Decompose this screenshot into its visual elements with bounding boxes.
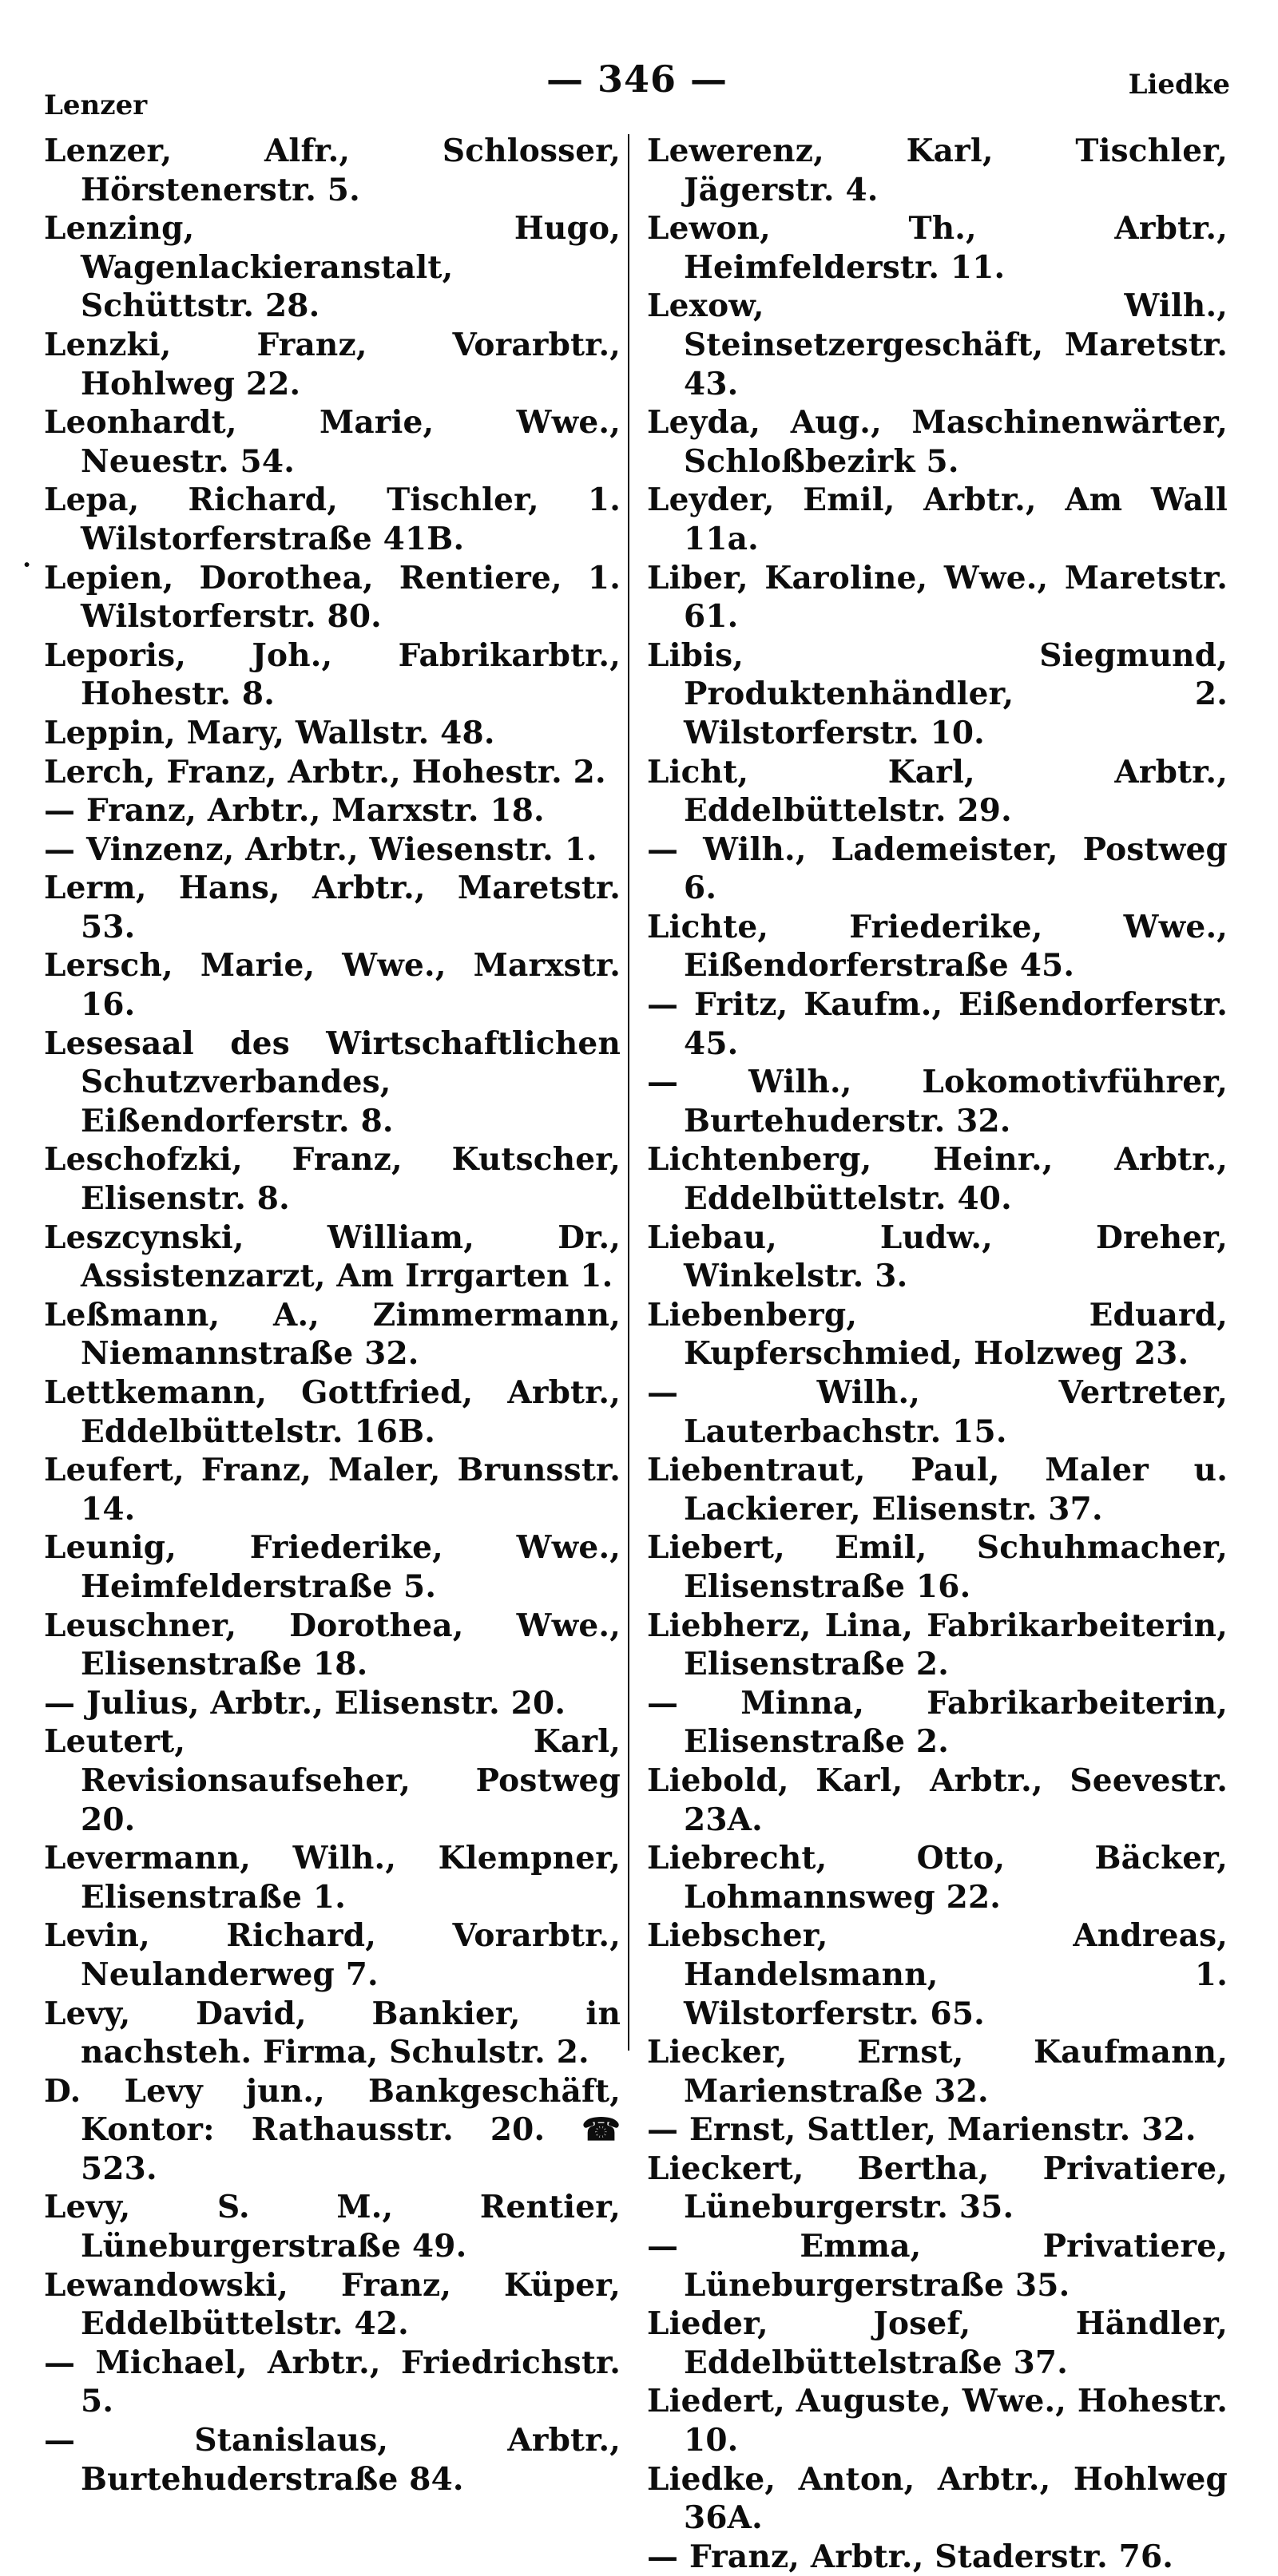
directory-entry: — Julius, Arbtr., Elisenstr. 20. [44, 1684, 566, 1722]
directory-entry: — Franz, Arbtr., Staderstr. 76. [647, 2538, 1174, 2575]
directory-entry: Levermann, Wilh., Klempner, Elisenstraße 1. [44, 1840, 621, 1916]
directory-entry: Licht, Karl, Arbtr., Eddelbüttelstr. 29. [647, 753, 1228, 830]
directory-entry: Lettkemann, Gottfried, Arbtr., Eddelbüttelstr. 16B. [44, 1374, 621, 1450]
directory-entry: Lewon, Th., Arbtr., Heimfelderstr. 11. [647, 210, 1228, 286]
directory-entry: Liecker, Ernst, Kaufmann, Marienstraße 32. [647, 2034, 1228, 2110]
directory-entry: Liedert, Auguste, Wwe., Hohestr. 10. [647, 2383, 1228, 2459]
directory-entry: Lerch, Franz, Arbtr., Hohestr. 2. [44, 753, 606, 791]
directory-entry: Leonhardt, Marie, Wwe., Neuestr. 54. [44, 404, 621, 480]
directory-entry: Leporis, Joh., Fabrikarbtr., Hohestr. 8. [44, 636, 621, 713]
directory-entry: Levy, David, Bankier, in nachsteh. Firma, Schulstr. 2. [44, 1995, 621, 2071]
directory-entry: Liebau, Ludw., Dreher, Winkelstr. 3. [647, 1219, 1228, 1295]
directory-entry: Leszcynski, William, Dr., Assistenzarzt, Am Irrgarten 1. [44, 1219, 621, 1295]
directory-entry: Liebold, Karl, Arbtr., Seevestr. 23A. [647, 1762, 1228, 1838]
directory-entry: Lexow, Wilh., Steinsetzergeschäft, Maretstr. 43. [647, 287, 1228, 402]
directory-entry: Leppin, Mary, Wallstr. 48. [44, 714, 495, 751]
directory-entry: Leßmann, A., Zimmermann, Niemannstraße 32. [44, 1296, 621, 1373]
directory-entry: Leufert, Franz, Maler, Brunsstr. 14. [44, 1452, 621, 1528]
directory-entry: Lenzer, Alfr., Schlosser, Hörstenerstr. 5. [44, 133, 621, 208]
directory-entry: Liebscher, Andreas, Handelsmann, 1. Wilstorferstr. 65. [647, 1917, 1228, 2032]
header-right-keyword: Liedke [1128, 69, 1230, 101]
directory-entry: Lewerenz, Karl, Tischler, Jägerstr. 4. [647, 133, 1228, 208]
directory-entry: — Fritz, Kaufm., Eißendorferstr. 45. [647, 986, 1228, 1062]
directory-entry: — Franz, Arbtr., Marxstr. 18. [44, 792, 545, 830]
directory-entry: Lenzki, Franz, Vorarbtr., Hohlweg 22. [44, 326, 621, 402]
directory-entry: Leyda, Aug., Maschinenwärter, Schloßbezirk 5. [647, 404, 1228, 480]
directory-entry: Levin, Richard, Vorarbtr., Neulanderweg 7. [44, 1917, 621, 1993]
directory-entry: — Wilh., Lokomotivführer, Burtehuderstr. 32. [647, 1064, 1228, 1139]
directory-entry: — Stanislaus, Arbtr., Burtehuderstraße 84. [44, 2422, 621, 2498]
directory-entry: Liebentraut, Paul, Maler u. Lackierer, Elisenstr. 37. [647, 1452, 1228, 1528]
directory-entry: — Wilh., Vertreter, Lauterbachstr. 15. [647, 1374, 1228, 1450]
directory-entry: Lersch, Marie, Wwe., Marxstr. 16. [44, 947, 621, 1024]
directory-entry: D. Levy jun., Bankgeschäft, Kontor: Rathausstr. 20. ☎ 523. [44, 2072, 621, 2187]
directory-entry: Leyder, Emil, Arbtr., Am Wall 11a. [647, 482, 1228, 557]
directory-entry: Lerm, Hans, Arbtr., Maretstr. 53. [44, 870, 621, 945]
directory-entry: Liedke, Anton, Arbtr., Hohlweg 36A. [647, 2460, 1228, 2537]
directory-entry: — Vinzenz, Arbtr., Wiesenstr. 1. [44, 830, 597, 868]
column-divider [628, 134, 629, 2051]
directory-entry: Lichtenberg, Heinr., Arbtr., Eddelbüttelstr. 40. [647, 1141, 1228, 1218]
directory-entry: Liebenberg, Eduard, Kupferschmied, Holzweg 23. [647, 1296, 1228, 1373]
directory-entry: Lepa, Richard, Tischler, 1. Wilstorferstraße 41B. [44, 482, 621, 557]
directory-entry: Lewandowski, Franz, Küper, Eddelbüttelstr. 42. [44, 2266, 621, 2343]
directory-entry: Lenzing, Hugo, Wagenlackieranstalt, Schüttstr. 28. [44, 210, 621, 325]
directory-entry: Levy, S. M., Rentier, Lüneburgerstraße 49. [44, 2189, 621, 2265]
directory-entry: — Emma, Privatiere, Lüneburgerstraße 35. [647, 2228, 1228, 2304]
directory-entry: Leschofzki, Franz, Kutscher, Elisenstr. 8. [44, 1141, 621, 1218]
directory-entry: Leuschner, Dorothea, Wwe., Elisenstraße 18. [44, 1607, 621, 1683]
directory-entry: Libis, Siegmund, Produktenhändler, 2. Wilstorferstr. 10. [647, 636, 1228, 751]
directory-entry: Liber, Karoline, Wwe., Maretstr. 61. [647, 559, 1228, 636]
page-number: — 346 — [546, 57, 728, 101]
directory-entry: Lesesaal des Wirtschaftlichen Schutzverbandes, Eißendorferstr. 8. [44, 1024, 621, 1139]
margin-dot: · [22, 549, 32, 580]
directory-entry: — Michael, Arbtr., Friedrichstr. 5. [44, 2344, 621, 2420]
directory-entry: Leutert, Karl, Revisionsaufseher, Postweg 20. [44, 1723, 621, 1838]
directory-entry: Lepien, Dorothea, Rentiere, 1. Wilstorferstr. 80. [44, 559, 621, 636]
right-column [647, 132, 1228, 2576]
directory-entry: Liebert, Emil, Schuhmacher, Elisenstraße 16. [647, 1529, 1228, 1605]
directory-entry: Lieckert, Bertha, Privatiere, Lüneburgerstr. 35. [647, 2150, 1228, 2226]
directory-entry: Liebrecht, Otto, Bäcker, Lohmannsweg 22. [647, 1840, 1228, 1916]
directory-entry: — Minna, Fabrikarbeiterin, Elisenstraße 2. [647, 1684, 1228, 1761]
directory-entry: Liebherz, Lina, Fabrikarbeiterin, Elisenstraße 2. [647, 1607, 1228, 1683]
header-left-keyword: Lenzer [44, 89, 148, 121]
directory-entry: — Wilh., Lademeister, Postweg 6. [647, 830, 1228, 907]
left-column [44, 132, 621, 2499]
page-header [44, 57, 1230, 121]
directory-entry: — Ernst, Sattler, Marienstr. 32. [647, 2111, 1197, 2149]
directory-entry: Lichte, Friederike, Wwe., Eißendorferstraße 45. [647, 908, 1228, 985]
directory-entry: Leunig, Friederike, Wwe., Heimfelderstraße 5. [44, 1529, 621, 1605]
directory-entry: Lieder, Josef, Händler, Eddelbüttelstraße 37. [647, 2305, 1228, 2381]
